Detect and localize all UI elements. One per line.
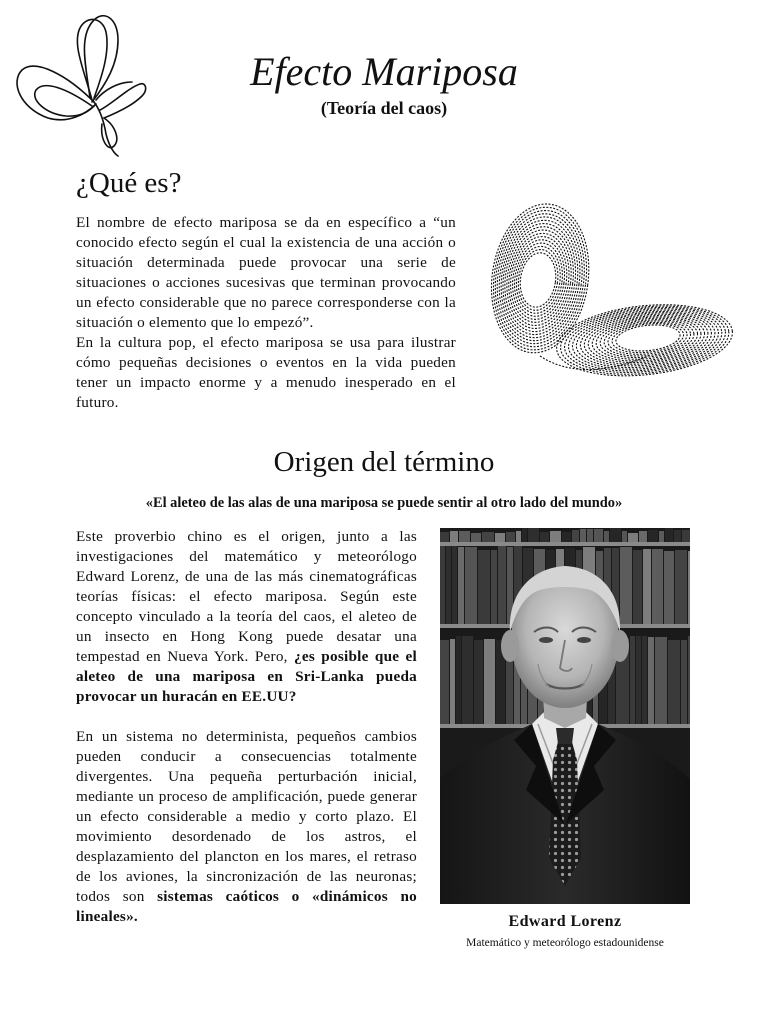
origin-text [76,527,417,927]
butterfly-icon [8,6,148,158]
intro-text [76,213,456,413]
origin-paragraph-1-bold: ¿es posible que el aleteo de una mariposa en Sri-Lanka pueda provocar un huracán en EE.UU? [76,648,417,705]
origin-paragraph-2-bold: sistemas caóticos o «dinámicos no lineales». [76,888,417,925]
origin-paragraph-1 [76,527,417,707]
lorenz-attractor-icon [480,196,742,392]
section-heading-origin: Origen del término [273,446,495,478]
origin-paragraph-2 [76,727,417,927]
origin-paragraph-2-text: En un sistema no determinista, pequeños cambios pueden conducir a consecuencias totalmente divergentes. Una pequeña perturbación inicial, mediante un proceso de amplificación, puede generar un efecto considerable a medio y corto plazo. El movimiento desordenado de los astros, el desplazamiento del plancton en los mares, el retraso de los aviones, la sincronización de las neuronas; todos son [76,728,417,905]
origin-paragraph-1-text: Este proverbio chino es el origen, junto a las investigaciones del matemático y meteorólogo Edward Lorenz, de una de las más cinematográficas teorías físicas: el efecto mariposa. Según este concepto vinculado a la teoría del caos, el aleteo de un insecto en Hong Kong puede desatar una tempestad en Nueva York. Pero, [76,528,417,665]
proverb-quote: «El aleteo de las alas de una mariposa se puede sentir al otro lado del mundo» [145,495,623,511]
page-subtitle: (Teoría del caos) [320,98,448,118]
intro-paragraph-1: El nombre de efecto mariposa se da en específico a “un conocido efecto según el cual la existencia de una acción o situación determinada puede provocar una serie de situaciones o acciones sucesivas que terminan provocando un efecto considerable que no parece corresponderse con la situación o elemento que lo empezó”. [76,214,456,331]
intro-paragraph-2: En la cultura pop, el efecto mariposa se usa para ilustrar cómo pequeñas decisiones o eventos en la vida pueden tener un impacto enorme y a menudo inesperado en el futuro. [76,334,456,411]
photo-caption: Matemático y meteorólogo estadounidense [466,937,664,949]
section-heading-what: ¿Qué es? [76,167,182,199]
portrait-photo [440,528,690,904]
page-title: Efecto Mariposa [250,49,518,94]
photo-name: Edward Lorenz [508,913,622,930]
